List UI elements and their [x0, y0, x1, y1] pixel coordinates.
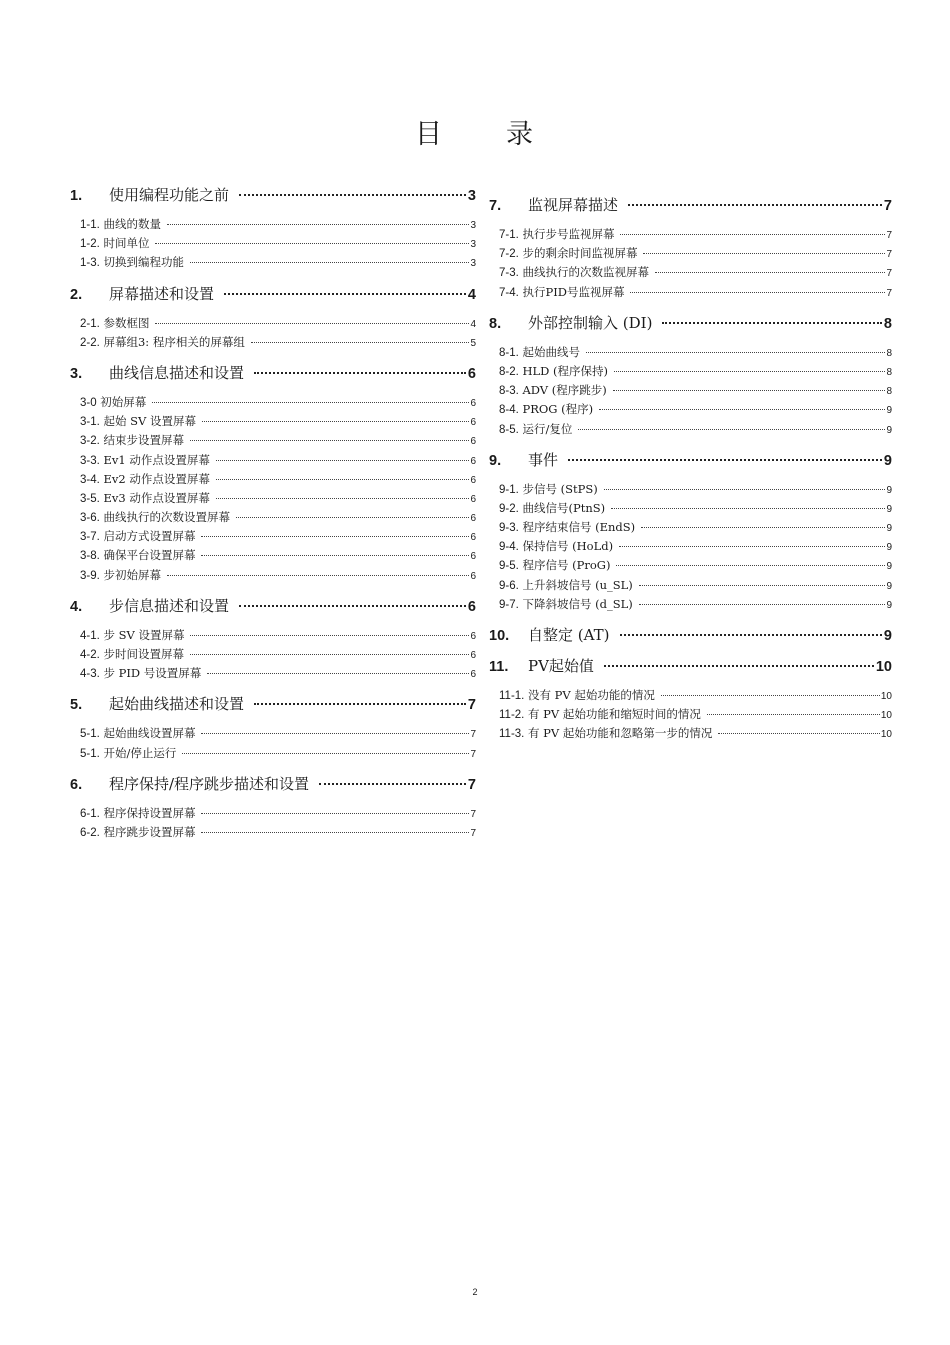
spacer — [70, 586, 476, 595]
page-title — [0, 112, 950, 151]
dot-leader — [155, 323, 469, 324]
subsection-page-number: 6 — [470, 436, 476, 448]
subsection-page-number: 7 — [470, 748, 476, 760]
subsection-page-number: 6 — [470, 397, 476, 409]
toc-subsection-entry[interactable] — [489, 245, 892, 264]
dot-leader — [216, 460, 470, 461]
dot-leader — [239, 605, 466, 607]
subsection-title: HLD (程序保持) — [522, 363, 608, 378]
subsection-page-number: 10 — [880, 729, 892, 741]
toc-subsection-entry[interactable] — [70, 627, 476, 646]
subsection-title: 起始曲线设置屏幕 — [103, 726, 196, 741]
section-page-number: 7 — [467, 776, 476, 793]
dot-leader — [611, 508, 885, 509]
title-char-2: 录 — [506, 119, 535, 150]
dot-leader — [182, 753, 469, 754]
toc-section-entry[interactable] — [70, 283, 476, 305]
subsection-title: 步初始屏幕 — [103, 567, 161, 582]
subsection-title: 参数框图 — [103, 315, 150, 330]
subsection-page-number: 6 — [470, 669, 476, 681]
subsection-number: 11-3. — [499, 728, 525, 741]
subsection-number: 8-3. — [499, 385, 519, 398]
dot-leader — [201, 555, 469, 556]
subsection-title: 步 SV 设置屏幕 — [103, 627, 185, 642]
toc-section-entry[interactable] — [70, 184, 476, 206]
toc-subsection-entry[interactable] — [70, 432, 476, 451]
section-page-number: 4 — [467, 286, 476, 303]
subsection-page-number: 4 — [470, 318, 476, 330]
subsection-page-number: 6 — [470, 455, 476, 467]
subsection-number: 11-2. — [499, 709, 525, 722]
toc-subsection-entry[interactable] — [70, 509, 476, 528]
toc-subsection-entry[interactable] — [489, 687, 892, 706]
dot-leader — [639, 604, 886, 605]
subsection-page-number: 6 — [470, 570, 476, 582]
subsection-title: 有 PV 起始功能和忽略第一步的情况 — [528, 726, 713, 741]
section-title: PV起始值 — [528, 657, 594, 675]
dot-leader — [630, 292, 885, 293]
page-number: 2 — [472, 1287, 478, 1297]
subsection-number: 3-6. — [80, 512, 100, 525]
toc-subsection-entry[interactable] — [70, 805, 476, 824]
dot-leader — [216, 498, 470, 499]
subsection-page-number: 9 — [886, 523, 892, 535]
subsection-title: 程序跳步设置屏幕 — [103, 824, 196, 839]
subsection-number: 3-2. — [80, 435, 100, 448]
dot-leader — [661, 695, 880, 696]
subsection-title: 下降斜坡信号 (d_SL) — [522, 596, 633, 611]
toc-subsection-entry[interactable] — [489, 226, 892, 245]
subsection-number: 1-2. — [80, 238, 100, 251]
dot-leader — [201, 536, 469, 537]
subsection-number: 5-1. — [80, 747, 100, 760]
subsection-number: 9-3. — [499, 522, 519, 535]
dot-leader — [641, 527, 885, 528]
subsection-page-number: 9 — [886, 561, 892, 573]
section-title: 事件 — [528, 450, 559, 469]
section-number: 5. — [70, 697, 83, 714]
subsection-page-number: 10 — [880, 691, 892, 702]
spacer — [70, 715, 476, 725]
toc-subsection-entry[interactable] — [489, 538, 892, 557]
subsection-title: 执行PID号监视屏幕 — [522, 284, 625, 299]
subsection-number: 2-1. — [80, 317, 100, 330]
dot-leader — [643, 253, 885, 254]
spacer — [489, 303, 892, 312]
toc-subsection-entry[interactable] — [70, 665, 476, 684]
toc-subsection-entry[interactable] — [489, 706, 892, 725]
subsection-number: 9-2. — [499, 502, 519, 515]
section-title: 步信息描述和设置 — [109, 596, 230, 615]
section-number: 11. — [489, 659, 509, 675]
subsection-title: 步时间设置屏幕 — [103, 647, 184, 661]
spacer — [70, 384, 476, 394]
subsection-title: 起始曲线号 — [522, 344, 580, 359]
section-page-number: 8 — [883, 315, 892, 332]
toc-section-entry[interactable] — [70, 693, 476, 715]
section-number: 3. — [70, 365, 83, 382]
dot-leader — [190, 654, 469, 655]
spacer — [70, 206, 476, 216]
subsection-page-number: 6 — [470, 513, 476, 525]
subsection-page-number: 6 — [470, 417, 476, 429]
subsection-title: PROG (程序) — [522, 402, 594, 417]
dot-leader — [207, 673, 469, 674]
toc-subsection-entry[interactable] — [489, 577, 892, 596]
section-title: 程序保持/程序跳步描述和设置 — [109, 774, 310, 793]
spacer — [489, 440, 892, 449]
dot-leader — [239, 194, 466, 196]
dot-leader — [620, 634, 882, 636]
dot-leader — [616, 565, 885, 566]
toc-subsection-entry[interactable] — [489, 519, 892, 538]
toc-subsection-entry[interactable] — [70, 471, 476, 490]
toc-subsection-entry[interactable] — [489, 363, 892, 382]
subsection-title: 上升斜坡信号 (u_SL) — [522, 577, 633, 592]
subsection-number: 1-3. — [80, 257, 100, 270]
subsection-title: 程序保持设置屏幕 — [103, 805, 196, 820]
subsection-number: 8-2. — [499, 365, 519, 378]
toc-subsection-entry[interactable] — [489, 725, 892, 744]
subsection-number: 9-4. — [499, 541, 519, 554]
subsection-number: 1-1. — [80, 219, 100, 231]
section-title: 起始曲线描述和设置 — [109, 695, 245, 714]
subsection-number: 2-2. — [80, 336, 100, 349]
section-title: 屏幕描述和设置 — [109, 284, 215, 303]
subsection-number: 3-5. — [80, 492, 100, 505]
toc-subsection-entry[interactable] — [70, 235, 476, 254]
subsection-page-number: 6 — [470, 493, 476, 505]
toc-subsection-entry[interactable] — [70, 490, 476, 509]
dot-leader — [707, 714, 880, 715]
section-page-number: 7 — [883, 198, 892, 214]
subsection-number: 9-6. — [499, 579, 519, 592]
subsection-title: 时间单位 — [103, 236, 150, 251]
subsection-number: 7-4. — [499, 286, 519, 299]
spacer — [70, 795, 476, 805]
subsection-number: 3-7. — [80, 531, 100, 544]
subsection-number: 9-1. — [499, 483, 519, 496]
section-number: 10. — [489, 628, 510, 644]
spacer — [489, 471, 892, 481]
subsection-title: 步 PID 号设置屏幕 — [103, 666, 202, 681]
toc-subsection-entry[interactable] — [489, 401, 892, 420]
dot-leader — [201, 832, 469, 833]
section-title: 使用编程功能之前 — [109, 186, 230, 204]
subsection-page-number: 7 — [470, 808, 476, 820]
subsection-page-number: 10 — [880, 710, 892, 722]
toc-subsection-entry[interactable] — [489, 557, 892, 576]
subsection-page-number: 7 — [886, 249, 892, 261]
subsection-page-number: 7 — [886, 287, 892, 299]
subsection-title: 结束步设置屏幕 — [103, 433, 184, 448]
toc-subsection-entry[interactable] — [489, 421, 892, 440]
dot-leader — [620, 234, 885, 235]
spacer — [70, 843, 476, 852]
dot-leader — [190, 440, 469, 441]
dot-leader — [619, 546, 885, 547]
dot-leader — [251, 342, 470, 343]
section-page-number: 10 — [875, 659, 892, 675]
toc-subsection-entry[interactable] — [70, 254, 476, 273]
subsection-page-number: 7 — [470, 729, 476, 741]
subsection-title: 曲线执行的次数监视屏幕 — [522, 265, 649, 280]
subsection-title: 保持信号 (HoLd) — [522, 539, 614, 554]
subsection-title: 曲线信号(PtnS) — [522, 500, 606, 515]
toc-subsection-entry[interactable] — [489, 481, 892, 500]
dot-leader — [639, 585, 886, 586]
dot-leader — [190, 262, 469, 263]
toc-subsection-entry[interactable] — [489, 500, 892, 519]
toc-section-entry[interactable] — [489, 624, 892, 646]
subsection-title: 起始 SV 设置屏幕 — [103, 414, 196, 429]
dot-leader — [613, 390, 886, 391]
section-title: 监视屏幕描述 — [528, 196, 619, 214]
toc-subsection-entry[interactable] — [70, 725, 476, 744]
dot-leader — [202, 421, 469, 422]
subsection-page-number: 9 — [886, 580, 892, 592]
toc-subsection-entry[interactable] — [489, 284, 892, 303]
section-number: 7. — [489, 198, 502, 214]
subsection-title: 启动方式设置屏幕 — [103, 529, 196, 544]
toc-subsection-entry[interactable] — [70, 547, 476, 566]
subsection-page-number: 6 — [470, 650, 476, 661]
section-page-number: 6 — [467, 365, 476, 382]
subsection-title: Ev2 动作点设置屏幕 — [103, 471, 210, 486]
subsection-number: 8-4. — [499, 404, 519, 417]
toc-subsection-entry[interactable] — [489, 596, 892, 615]
toc-subsection-entry[interactable] — [70, 745, 476, 764]
section-number: 1. — [70, 188, 83, 204]
subsection-title: 没有 PV 起始功能的情况 — [528, 688, 655, 702]
subsection-number: 8-5. — [499, 423, 519, 436]
subsection-page-number: 6 — [470, 474, 476, 486]
title-char-1: 目 — [415, 119, 444, 150]
subsection-title: 开始/停止运行 — [103, 745, 177, 760]
subsection-number: 3-4. — [80, 473, 100, 486]
section-page-number: 9 — [883, 452, 892, 469]
subsection-number: 5-1. — [80, 728, 100, 741]
subsection-title: 有 PV 起始功能和缩短时间的情况 — [528, 707, 701, 722]
subsection-page-number: 9 — [886, 542, 892, 554]
subsection-title: 切换到编程功能 — [103, 255, 184, 270]
toc-subsection-entry[interactable] — [70, 824, 476, 843]
dot-leader — [718, 733, 880, 734]
subsection-title: 曲线执行的次数设置屏幕 — [103, 510, 230, 525]
toc-section-entry[interactable] — [489, 449, 892, 471]
subsection-title: 初始屏幕 — [100, 394, 147, 409]
spacer — [489, 646, 892, 655]
dot-leader — [224, 293, 466, 295]
toc-section-entry[interactable] — [489, 312, 892, 334]
spacer — [70, 684, 476, 693]
toc-left-column — [70, 184, 476, 852]
spacer — [70, 305, 476, 315]
dot-leader — [599, 409, 885, 410]
toc-subsection-entry[interactable] — [70, 394, 476, 413]
subsection-number: 7-1. — [499, 229, 519, 241]
section-page-number: 3 — [467, 188, 476, 204]
subsection-title: 确保平台设置屏幕 — [103, 548, 196, 563]
spacer — [489, 677, 892, 687]
subsection-number: 7-3. — [499, 267, 519, 280]
section-title: 外部控制输入 (DI) — [528, 313, 653, 332]
section-page-number: 9 — [883, 628, 892, 644]
subsection-page-number: 8 — [886, 386, 892, 398]
subsection-title: 步的剩余时间监视屏幕 — [522, 246, 638, 261]
dot-leader — [319, 783, 466, 785]
dot-leader — [586, 352, 885, 353]
spacer — [70, 274, 476, 283]
spacer — [70, 353, 476, 362]
toc-subsection-entry[interactable] — [70, 567, 476, 586]
toc-section-entry[interactable] — [70, 773, 476, 795]
subsection-number: 6-2. — [80, 826, 100, 839]
subsection-page-number: 9 — [886, 484, 892, 496]
dot-leader — [201, 733, 469, 734]
toc-section-entry[interactable] — [489, 655, 892, 677]
subsection-title: 程序结束信号 (EndS) — [522, 520, 636, 535]
toc-section-entry[interactable] — [70, 595, 476, 617]
section-number: 8. — [489, 315, 502, 332]
subsection-page-number: 8 — [886, 366, 892, 378]
subsection-number: 3-8. — [80, 550, 100, 563]
subsection-page-number: 3 — [470, 258, 476, 270]
subsection-number: 3-9. — [80, 569, 100, 582]
dot-leader — [155, 243, 469, 244]
subsection-title: 程序信号 (ProG) — [522, 558, 611, 573]
dot-leader — [167, 575, 469, 576]
subsection-page-number: 7 — [886, 268, 892, 280]
subsection-page-number: 9 — [886, 503, 892, 515]
subsection-page-number: 6 — [470, 551, 476, 563]
dot-leader — [568, 459, 882, 461]
subsection-number: 7-2. — [499, 248, 519, 261]
dot-leader — [578, 429, 885, 430]
dot-leader — [254, 372, 466, 374]
subsection-page-number: 3 — [470, 220, 476, 231]
section-number: 6. — [70, 776, 83, 793]
subsection-page-number: 7 — [470, 827, 476, 839]
subsection-page-number: 3 — [470, 239, 476, 251]
section-number: 2. — [70, 286, 83, 303]
subsection-number: 6-1. — [80, 807, 100, 820]
toc-subsection-entry[interactable] — [489, 264, 892, 283]
dot-leader — [201, 813, 469, 814]
subsection-number: 8-1. — [499, 346, 519, 359]
subsection-page-number: 9 — [886, 405, 892, 417]
dot-leader — [628, 204, 882, 206]
toc-subsection-entry[interactable] — [489, 382, 892, 401]
toc-subsection-entry[interactable] — [70, 452, 476, 471]
dot-leader — [614, 371, 885, 372]
subsection-number: 4-2. — [80, 649, 100, 661]
subsection-page-number: 5 — [470, 337, 476, 349]
dot-leader — [216, 479, 470, 480]
toc-subsection-entry[interactable] — [70, 528, 476, 547]
spacer — [489, 216, 892, 226]
toc-section-entry[interactable] — [489, 194, 892, 216]
toc-right-column — [489, 194, 892, 754]
toc-subsection-entry[interactable] — [70, 216, 476, 235]
subsection-number: 9-5. — [499, 560, 519, 573]
subsection-title: 运行/复位 — [522, 421, 573, 436]
toc-subsection-entry[interactable] — [70, 334, 476, 353]
dot-leader — [662, 322, 881, 324]
subsection-number: 11-1. — [499, 690, 525, 702]
subsection-page-number: 7 — [886, 230, 892, 241]
subsection-title: ADV (程序跳步) — [522, 383, 607, 398]
section-page-number: 7 — [467, 697, 476, 714]
subsection-number: 4-1. — [80, 629, 100, 642]
section-page-number: 6 — [467, 598, 476, 615]
subsection-number: 9-7. — [499, 598, 519, 611]
dot-leader — [254, 703, 466, 705]
spacer — [489, 334, 892, 344]
subsection-number: 4-3. — [80, 668, 100, 681]
spacer — [70, 617, 476, 627]
toc-subsection-entry[interactable] — [489, 344, 892, 363]
subsection-page-number: 6 — [470, 630, 476, 642]
section-title: 曲线信息描述和设置 — [109, 363, 245, 382]
subsection-page-number: 8 — [886, 347, 892, 359]
subsection-title: 步信号 (StPS) — [522, 481, 598, 496]
dot-leader — [604, 665, 874, 667]
subsection-page-number: 6 — [470, 532, 476, 544]
subsection-page-number: 9 — [886, 599, 892, 611]
spacer — [489, 615, 892, 624]
subsection-title: Ev3 动作点设置屏幕 — [103, 490, 210, 505]
subsection-title: 执行步号监视屏幕 — [522, 227, 615, 241]
toc-subsection-entry[interactable] — [70, 646, 476, 665]
dot-leader — [236, 517, 469, 518]
subsection-title: 曲线的数量 — [103, 217, 161, 231]
dot-leader — [167, 224, 469, 225]
spacer — [489, 745, 892, 754]
subsection-number: 3-1. — [80, 416, 100, 429]
toc-section-entry[interactable] — [70, 362, 476, 384]
subsection-page-number: 9 — [886, 424, 892, 436]
subsection-number: 3-3. — [80, 454, 100, 467]
subsection-title: 屏幕组3: 程序相关的屏幕组 — [103, 334, 245, 349]
section-number: 9. — [489, 452, 502, 469]
dot-leader — [152, 402, 469, 403]
subsection-title: Ev1 动作点设置屏幕 — [103, 452, 210, 467]
toc-subsection-entry[interactable] — [70, 413, 476, 432]
toc-subsection-entry[interactable] — [70, 315, 476, 334]
section-title: 自整定 (AT) — [528, 626, 610, 644]
subsection-number: 3-0 — [80, 396, 97, 409]
dot-leader — [604, 489, 886, 490]
section-number: 4. — [70, 598, 83, 615]
dot-leader — [190, 635, 469, 636]
dot-leader — [655, 272, 885, 273]
spacer — [70, 764, 476, 773]
